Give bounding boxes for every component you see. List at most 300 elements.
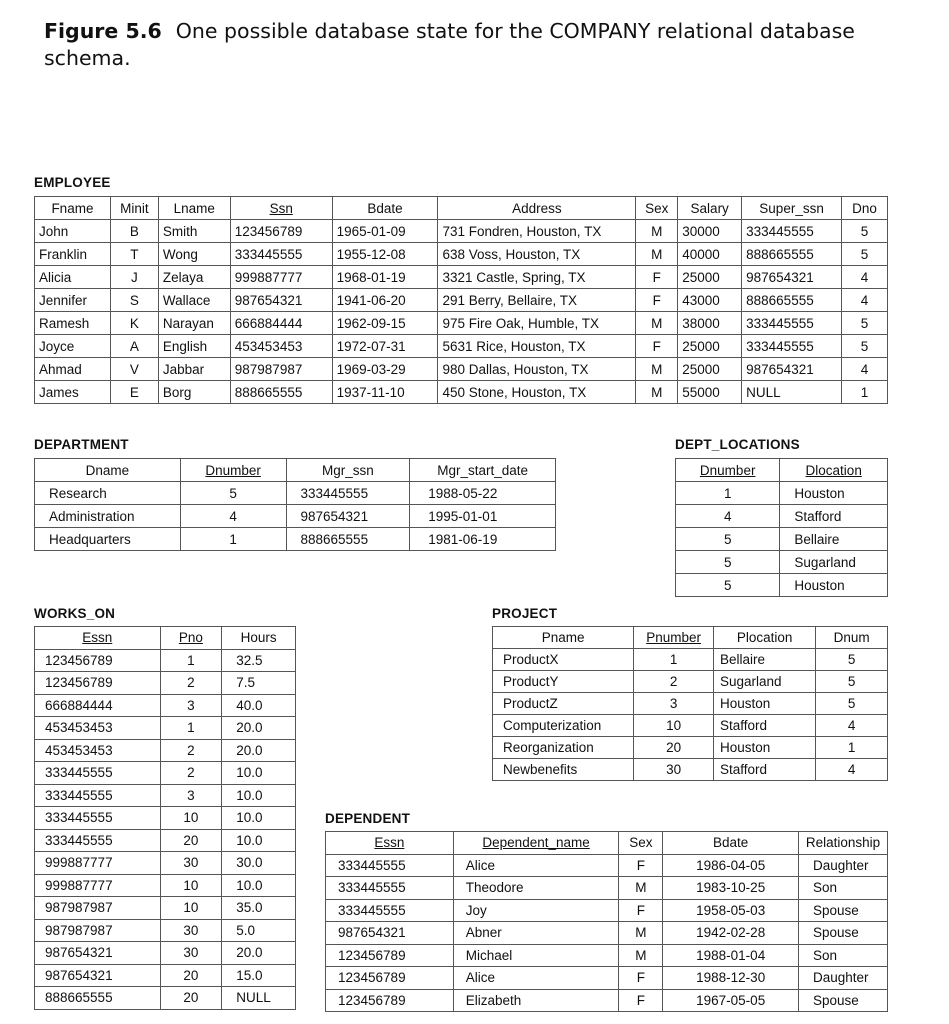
table-cell: F <box>636 335 678 358</box>
column-header <box>493 627 634 649</box>
column-header <box>410 459 556 482</box>
header-row <box>35 459 556 482</box>
table-cell: 333445555 <box>326 854 454 877</box>
table-cell: 333445555 <box>35 784 161 807</box>
column-header <box>332 197 438 220</box>
column-header-label: Essn <box>82 630 113 646</box>
table-cell: 333445555 <box>742 335 842 358</box>
column-header-label: Salary <box>690 200 729 216</box>
table-cell: Houston <box>780 482 888 505</box>
table-row <box>35 312 888 335</box>
table-cell: ProductY <box>493 671 634 693</box>
table-cell: 10.0 <box>222 807 296 830</box>
table-cell: 333445555 <box>326 877 454 900</box>
table-cell: 30 <box>160 852 222 875</box>
dependent-table-title: DEPENDENT <box>325 811 411 826</box>
table-cell: 4 <box>676 505 780 528</box>
dept-locations-table <box>675 458 888 597</box>
table-cell: 999887777 <box>35 874 161 897</box>
column-header-label: Dlocation <box>805 462 862 478</box>
table-cell: Stafford <box>714 715 816 737</box>
table-cell: 5 <box>816 693 888 715</box>
table-cell: 10 <box>160 897 222 920</box>
header-row <box>493 627 888 649</box>
column-header <box>678 197 742 220</box>
table-cell: Abner <box>453 922 619 945</box>
column-header-label: Fname <box>51 200 94 216</box>
table-cell: 4 <box>816 759 888 781</box>
table-row <box>326 922 888 945</box>
table-row <box>35 694 296 717</box>
table-cell: Elizabeth <box>453 989 619 1012</box>
table-cell: 20.0 <box>222 717 296 740</box>
table-cell: 453453453 <box>230 335 332 358</box>
table-cell: Zelaya <box>158 266 230 289</box>
table-row <box>35 289 888 312</box>
table-cell: 5 <box>676 551 780 574</box>
employee-table-title: EMPLOYEE <box>34 175 111 190</box>
table-cell: B <box>110 220 158 243</box>
table-cell: 10 <box>160 874 222 897</box>
table-cell: 1942-02-28 <box>663 922 799 945</box>
table-cell: 888665555 <box>35 987 161 1010</box>
table-row <box>35 807 296 830</box>
table-row <box>493 759 888 781</box>
table-cell: Sugarland <box>714 671 816 693</box>
table-cell: Bellaire <box>780 528 888 551</box>
table-cell: 888665555 <box>230 381 332 404</box>
table-cell: 987987987 <box>35 897 161 920</box>
table-cell: Administration <box>35 505 181 528</box>
table-cell: M <box>636 243 678 266</box>
table-cell: Michael <box>453 944 619 967</box>
table-row <box>35 987 296 1010</box>
table-cell: Bellaire <box>714 649 816 671</box>
table-row <box>35 784 296 807</box>
table-cell: 333445555 <box>326 899 454 922</box>
table-cell: Narayan <box>158 312 230 335</box>
column-header-label: Dnum <box>833 630 870 645</box>
column-header <box>842 197 888 220</box>
project-table <box>492 626 888 781</box>
column-header-label: Mgr_ssn <box>322 462 374 478</box>
table-cell: Alicia <box>35 266 111 289</box>
table-cell: 1 <box>160 649 222 672</box>
table-cell: 291 Berry, Bellaire, TX <box>438 289 636 312</box>
table-cell: 5 <box>180 482 286 505</box>
table-cell: 30 <box>160 919 222 942</box>
table-cell: 453453453 <box>35 739 161 762</box>
table-cell: 123456789 <box>35 672 161 695</box>
table-cell: Houston <box>780 574 888 597</box>
table-cell: 1 <box>676 482 780 505</box>
column-header-label: Dname <box>85 462 130 478</box>
table-cell: M <box>619 922 663 945</box>
table-cell: 35.0 <box>222 897 296 920</box>
table-cell: 20 <box>160 829 222 852</box>
table-row <box>35 672 296 695</box>
table-cell: Jennifer <box>35 289 111 312</box>
table-cell: 450 Stone, Houston, TX <box>438 381 636 404</box>
table-row <box>35 739 296 762</box>
table-row <box>35 897 296 920</box>
table-cell: 55000 <box>678 381 742 404</box>
table-cell: 666884444 <box>35 694 161 717</box>
column-header-label: Ssn <box>269 200 293 216</box>
table-cell: M <box>619 944 663 967</box>
table-cell: 4 <box>180 505 286 528</box>
table-cell: 25000 <box>678 335 742 358</box>
table-cell: Ramesh <box>35 312 111 335</box>
table-cell: 1972-07-31 <box>332 335 438 358</box>
column-header-label: Hours <box>240 630 277 646</box>
table-cell: 888665555 <box>742 243 842 266</box>
table-row <box>676 574 888 597</box>
table-cell: F <box>619 899 663 922</box>
table-cell: NULL <box>742 381 842 404</box>
table-cell: 5 <box>842 312 888 335</box>
table-cell: F <box>619 967 663 990</box>
table-cell: Jabbar <box>158 358 230 381</box>
table-cell: 5631 Rice, Houston, TX <box>438 335 636 358</box>
table-cell: 999887777 <box>230 266 332 289</box>
table-cell: 888665555 <box>286 528 410 551</box>
table-cell: 1 <box>180 528 286 551</box>
column-header <box>780 459 888 482</box>
table-cell: Newbenefits <box>493 759 634 781</box>
table-row <box>493 715 888 737</box>
table-cell: 123456789 <box>326 944 454 967</box>
table-cell: 1958-05-03 <box>663 899 799 922</box>
table-cell: 20 <box>634 737 714 759</box>
table-row <box>35 482 556 505</box>
table-cell: Computerization <box>493 715 634 737</box>
table-cell: Spouse <box>799 922 888 945</box>
column-header <box>714 627 816 649</box>
table-cell: Stafford <box>780 505 888 528</box>
table-cell: T <box>110 243 158 266</box>
column-header-label: Dependent_name <box>482 835 590 851</box>
column-header-label: Plocation <box>736 630 793 645</box>
table-cell: M <box>619 877 663 900</box>
table-cell: 987654321 <box>35 964 161 987</box>
column-header-label: Sex <box>645 200 669 216</box>
table-cell: 1988-01-04 <box>663 944 799 967</box>
table-cell: 333445555 <box>742 312 842 335</box>
table-cell: Sugarland <box>780 551 888 574</box>
table-cell: 2 <box>160 739 222 762</box>
column-header-label: Relationship <box>805 835 881 851</box>
column-header-label: Mgr_start_date <box>437 462 529 478</box>
table-cell: 1962-09-15 <box>332 312 438 335</box>
table-cell: 333445555 <box>35 762 161 785</box>
column-header <box>110 197 158 220</box>
figure-label: Figure 5.6 <box>44 19 162 43</box>
table-cell: F <box>636 266 678 289</box>
table-cell: 987654321 <box>742 266 842 289</box>
table-row <box>35 874 296 897</box>
table-cell: 453453453 <box>35 717 161 740</box>
figure-caption-text: One possible database state for the COMPANY relational database schema. <box>44 19 855 70</box>
table-cell: 987654321 <box>286 505 410 528</box>
column-header-label: Pnumber <box>646 630 701 645</box>
table-cell: 987654321 <box>35 942 161 965</box>
table-cell: V <box>110 358 158 381</box>
works-on-table <box>34 626 296 1010</box>
table-cell: 1995-01-01 <box>410 505 556 528</box>
table-row <box>326 944 888 967</box>
column-header-label: Essn <box>374 835 405 851</box>
column-header-label: Bdate <box>713 835 749 851</box>
table-cell: Son <box>799 877 888 900</box>
table-row <box>493 649 888 671</box>
column-header <box>676 459 780 482</box>
table-row <box>676 551 888 574</box>
table-cell: 3 <box>160 784 222 807</box>
table-cell: 10.0 <box>222 829 296 852</box>
header-row <box>326 832 888 855</box>
table-cell: 1988-05-22 <box>410 482 556 505</box>
column-header <box>35 197 111 220</box>
table-row <box>35 762 296 785</box>
employee-table <box>34 196 888 404</box>
table-cell: Theodore <box>453 877 619 900</box>
table-cell: Spouse <box>799 899 888 922</box>
table-cell: 123456789 <box>230 220 332 243</box>
table-cell: 10.0 <box>222 784 296 807</box>
table-cell: 10 <box>634 715 714 737</box>
column-header <box>158 197 230 220</box>
table-cell: 1 <box>160 717 222 740</box>
table-cell: ProductZ <box>493 693 634 715</box>
table-cell: 3 <box>160 694 222 717</box>
table-cell: Spouse <box>799 989 888 1012</box>
table-cell: 4 <box>842 289 888 312</box>
column-header-label: Pname <box>541 630 585 645</box>
table-row <box>326 967 888 990</box>
table-cell: S <box>110 289 158 312</box>
column-header <box>742 197 842 220</box>
table-cell: 3321 Castle, Spring, TX <box>438 266 636 289</box>
column-header <box>619 832 663 855</box>
table-cell: 1986-04-05 <box>663 854 799 877</box>
figure-caption <box>44 18 904 72</box>
header-row <box>35 197 888 220</box>
table-cell: 4 <box>842 266 888 289</box>
table-cell: 1941-06-20 <box>332 289 438 312</box>
table-row <box>35 717 296 740</box>
column-header <box>35 627 161 650</box>
column-header-label: Address <box>512 200 562 216</box>
table-cell: J <box>110 266 158 289</box>
table-cell: Houston <box>714 737 816 759</box>
table-row <box>35 852 296 875</box>
table-cell: Ahmad <box>35 358 111 381</box>
column-header-label: Dnumber <box>205 462 261 478</box>
table-cell: 1965-01-09 <box>332 220 438 243</box>
table-cell: 30.0 <box>222 852 296 875</box>
table-cell: 30 <box>634 759 714 781</box>
table-cell: M <box>636 381 678 404</box>
table-cell: 333445555 <box>286 482 410 505</box>
table-cell: 5 <box>676 574 780 597</box>
header-row <box>35 627 296 650</box>
table-cell: Reorganization <box>493 737 634 759</box>
table-cell: 30 <box>160 942 222 965</box>
column-header <box>816 627 888 649</box>
column-header-label: Bdate <box>367 200 403 216</box>
table-cell: F <box>619 854 663 877</box>
table-cell: 1981-06-19 <box>410 528 556 551</box>
table-row <box>35 243 888 266</box>
column-header-label: Sex <box>629 835 653 851</box>
table-cell: Son <box>799 944 888 967</box>
column-header <box>180 459 286 482</box>
works-on-table-title: WORKS_ON <box>34 606 116 621</box>
table-row <box>676 528 888 551</box>
column-header-label: Minit <box>120 200 149 216</box>
column-header <box>35 459 181 482</box>
table-cell: Stafford <box>714 759 816 781</box>
table-cell: 1967-05-05 <box>663 989 799 1012</box>
column-header-label: Lname <box>173 200 215 216</box>
table-row <box>35 358 888 381</box>
table-row <box>326 877 888 900</box>
column-header-label: Pno <box>178 630 203 646</box>
table-cell: 731 Fondren, Houston, TX <box>438 220 636 243</box>
table-cell: 1955-12-08 <box>332 243 438 266</box>
table-cell: E <box>110 381 158 404</box>
project-table-title: PROJECT <box>492 606 558 621</box>
dependent-table <box>325 831 888 1012</box>
dept-locations-table-title: DEPT_LOCATIONS <box>675 437 800 452</box>
table-cell: 1937-11-10 <box>332 381 438 404</box>
table-row <box>676 482 888 505</box>
table-cell: Joyce <box>35 335 111 358</box>
table-cell: 30000 <box>678 220 742 243</box>
table-cell: 20 <box>160 987 222 1010</box>
table-cell: 38000 <box>678 312 742 335</box>
table-row <box>326 899 888 922</box>
department-table <box>34 458 556 551</box>
column-header <box>222 627 296 650</box>
table-cell: Research <box>35 482 181 505</box>
table-cell: 987987987 <box>35 919 161 942</box>
column-header <box>663 832 799 855</box>
table-cell: Daughter <box>799 854 888 877</box>
table-row <box>326 989 888 1012</box>
table-cell: 987987987 <box>230 358 332 381</box>
column-header <box>636 197 678 220</box>
table-cell: 987654321 <box>230 289 332 312</box>
column-header-label: Dnumber <box>699 462 756 478</box>
column-header-label: Dno <box>852 200 877 216</box>
table-row <box>35 505 556 528</box>
table-row <box>35 266 888 289</box>
table-cell: Franklin <box>35 243 111 266</box>
table-cell: 4 <box>842 358 888 381</box>
table-row <box>493 671 888 693</box>
table-cell: M <box>636 312 678 335</box>
table-cell: 1968-01-19 <box>332 266 438 289</box>
table-cell: 980 Dallas, Houston, TX <box>438 358 636 381</box>
table-row <box>35 220 888 243</box>
table-row <box>35 964 296 987</box>
table-cell: 5 <box>842 220 888 243</box>
table-cell: 15.0 <box>222 964 296 987</box>
table-cell: 2 <box>634 671 714 693</box>
table-cell: 888665555 <box>742 289 842 312</box>
table-row <box>493 693 888 715</box>
table-cell: K <box>110 312 158 335</box>
table-cell: 123456789 <box>326 989 454 1012</box>
table-cell: 25000 <box>678 266 742 289</box>
table-cell: 5.0 <box>222 919 296 942</box>
table-cell: Daughter <box>799 967 888 990</box>
table-cell: 1969-03-29 <box>332 358 438 381</box>
table-cell: English <box>158 335 230 358</box>
column-header <box>634 627 714 649</box>
column-header <box>438 197 636 220</box>
table-row <box>35 528 556 551</box>
table-cell: Alice <box>453 854 619 877</box>
table-cell: F <box>636 289 678 312</box>
table-cell: 2 <box>160 672 222 695</box>
table-cell: Joy <box>453 899 619 922</box>
table-cell: 3 <box>634 693 714 715</box>
table-cell: 43000 <box>678 289 742 312</box>
table-row <box>35 649 296 672</box>
table-cell: 987654321 <box>742 358 842 381</box>
table-cell: 40000 <box>678 243 742 266</box>
table-cell: Houston <box>714 693 816 715</box>
column-header <box>453 832 619 855</box>
table-cell: 999887777 <box>35 852 161 875</box>
table-cell: 2 <box>160 762 222 785</box>
table-row <box>326 854 888 877</box>
table-cell: 5 <box>842 335 888 358</box>
column-header <box>326 832 454 855</box>
table-cell: John <box>35 220 111 243</box>
table-cell: 10.0 <box>222 874 296 897</box>
table-cell: 25000 <box>678 358 742 381</box>
table-cell: 5 <box>816 671 888 693</box>
table-cell: 123456789 <box>326 967 454 990</box>
table-cell: ProductX <box>493 649 634 671</box>
table-cell: 5 <box>676 528 780 551</box>
table-cell: 20.0 <box>222 739 296 762</box>
table-cell: 5 <box>842 243 888 266</box>
column-header <box>286 459 410 482</box>
table-cell: 333445555 <box>230 243 332 266</box>
table-cell: Wallace <box>158 289 230 312</box>
table-cell: 7.5 <box>222 672 296 695</box>
table-cell: 975 Fire Oak, Humble, TX <box>438 312 636 335</box>
table-cell: 638 Voss, Houston, TX <box>438 243 636 266</box>
table-cell: 666884444 <box>230 312 332 335</box>
table-cell: 10 <box>160 807 222 830</box>
table-row <box>35 942 296 965</box>
column-header-label: Super_ssn <box>759 200 824 216</box>
table-cell: 4 <box>816 715 888 737</box>
table-cell: 20 <box>160 964 222 987</box>
table-row <box>35 335 888 358</box>
table-row <box>676 505 888 528</box>
table-cell: Smith <box>158 220 230 243</box>
table-cell: Alice <box>453 967 619 990</box>
table-cell: 20.0 <box>222 942 296 965</box>
table-cell: 333445555 <box>742 220 842 243</box>
